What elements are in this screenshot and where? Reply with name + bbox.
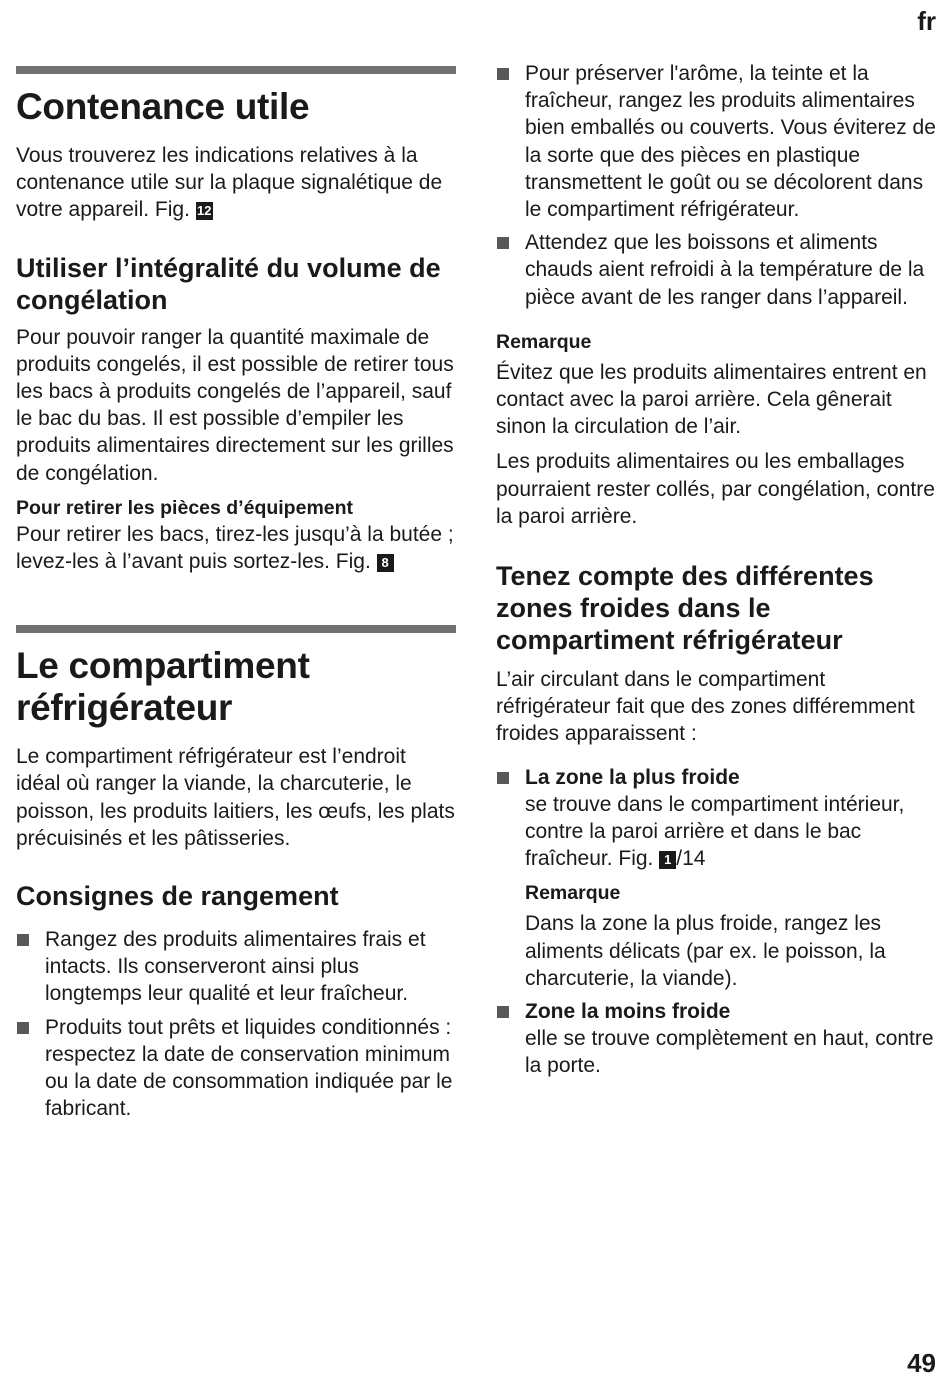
square-bullet-icon (497, 237, 509, 249)
section-title-contenance: Contenance utile (16, 86, 310, 127)
list-item: Produits tout prêts et liquides conditionnés : respectez la date de conservation minimum ou la date de consommation indiquée par le fabricant. (16, 1014, 456, 1123)
list-item: Pour préserver l'arôme, la teinte et la fraîcheur, rangez les produits alimentaires bien emballés ou couverts. Vous éviterez de la sorte que des pièces en plastique transmettent le goût ou se décolorent dans le compartiment réfrigérateur. (496, 60, 936, 223)
zone-remark (525, 880, 936, 992)
list-item: Rangez des produits alimentaires frais et intacts. Ils conserveront ainsi plus longtemps leur qualité et leur fraîcheur. (16, 926, 456, 1008)
square-bullet-icon (497, 68, 509, 80)
figure-ref-icon: 1 (659, 851, 676, 869)
figure-ref-icon: 8 (377, 554, 394, 572)
square-bullet-icon (497, 1006, 509, 1018)
subsection-title-volume: Utiliser l’intégralité du volume de congélation (16, 252, 441, 315)
square-bullet-icon (497, 772, 509, 784)
section-rule (16, 625, 456, 633)
paragraph-retirer: Pour retirer les bacs, tirez-les jusqu’à la butée ; levez-les à l’avant puis sortez-les. Fig. 8 (16, 522, 454, 574)
remark-paragraph-1: Évitez que les produits alimentaires entrent en contact avec la paroi arrière. Cela gênerait sinon la circulation de l’air. (496, 360, 927, 439)
list-item: Attendez que les boissons et aliments chauds aient refroidi à la température de la pièce avant de les ranger dans l’appareil. (496, 229, 936, 311)
paragraph-compartiment: Le compartiment réfrigérateur est l’endroit idéal où ranger la viande, la charcuterie, le poisson, les produits laitiers, les œufs, les plats précuisinés et les pâtisseries. (16, 745, 455, 850)
page-number: 49 (907, 1348, 936, 1378)
section-title-compartiment: Le compartiment réfrigérateur (16, 645, 310, 729)
paragraph-contenance: Vous trouverez les indications relatives à la contenance utile sur la plaque signalétique de votre appareil. Fig. 12 (16, 144, 443, 222)
square-bullet-icon (17, 934, 29, 946)
remark-heading: Remarque (496, 330, 592, 353)
zone-title: La zone la plus froide (525, 765, 740, 789)
subsection-title-zones: Tenez compte des différentes zones froides dans le compartiment réfrigérateur (496, 561, 874, 656)
section-rule (16, 66, 456, 74)
subsection-title-consignes: Consignes de rangement (16, 881, 339, 912)
zone-title: Zone la moins froide (525, 1000, 731, 1024)
consignes-list (16, 926, 456, 1122)
subheading-retirer: Pour retirer les pièces d’équipement (16, 496, 354, 519)
rangement-list-continued (496, 60, 936, 311)
paragraph-volume: Pour pouvoir ranger la quantité maximale de produits congelés, il est possible de retirer tous les bacs à produits congelés de l’appareil, sauf le bac du bas. Il est possible d’empiler les produits alimentaires directement sur les grilles de congélation. (16, 325, 454, 485)
language-tag: fr (917, 6, 936, 36)
remark-paragraph-2: Les produits alimentaires ou les emballages pourraient rester collés, par congélation, contre la paroi arrière. (496, 450, 935, 528)
left-column (16, 0, 456, 1128)
list-item: La zone la plus froide se trouve dans le compartiment intérieur, contre la paroi arrière et dans le bac fraîcheur. Fig. 1 /14 Remarque Dans la zone la plus froide, rangez les aliments délicats (par ex. le poisson, la charcuterie, la viande). (496, 764, 936, 992)
remark-heading: Remarque (525, 882, 621, 905)
square-bullet-icon (17, 1022, 29, 1034)
list-item: Zone la moins froide elle se trouve complètement en haut, contre la porte. (496, 998, 936, 1080)
paragraph-zones: L’air circulant dans le compartiment réfrigérateur fait que des zones différemment froides apparaissent : (496, 668, 915, 746)
zones-list (496, 764, 936, 1080)
right-column (496, 0, 936, 1086)
figure-ref-icon: 12 (197, 203, 212, 219)
remark-paragraph: Dans la zone la plus froide, rangez les aliments délicats (par ex. le poisson, la charcuterie, la viande). (525, 912, 886, 990)
